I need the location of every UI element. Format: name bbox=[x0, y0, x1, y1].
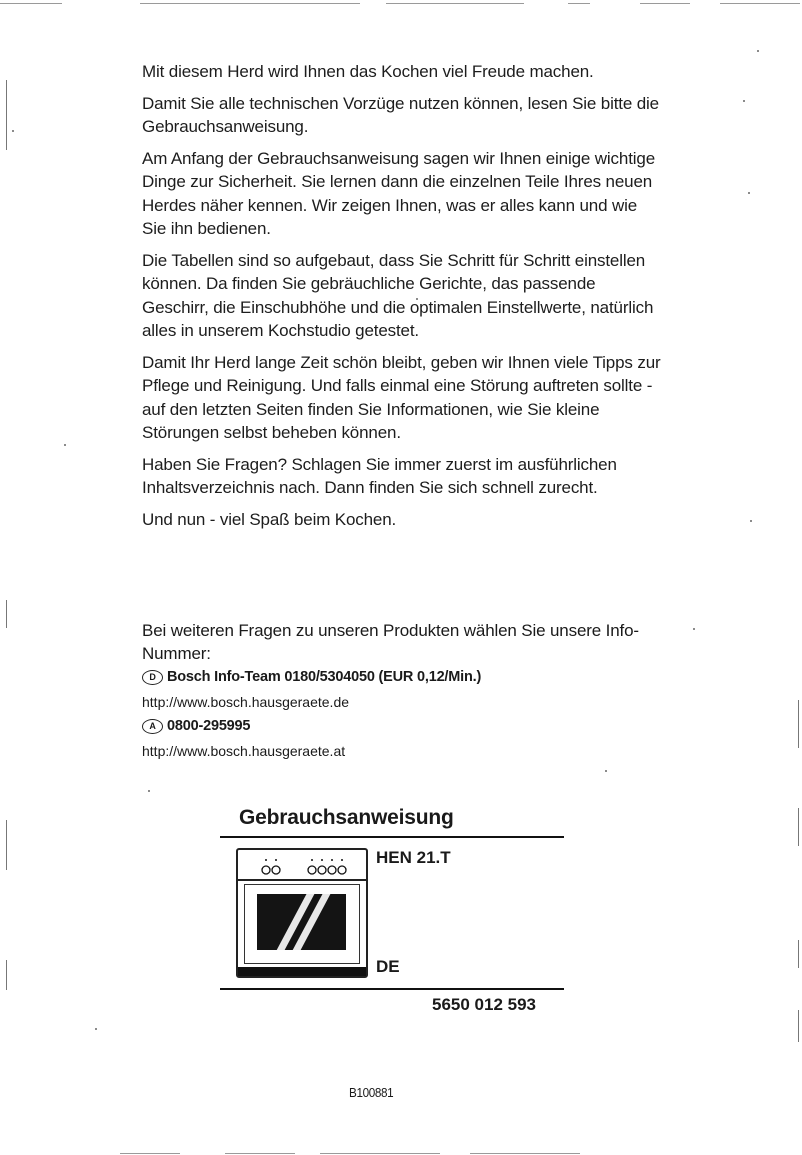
intro-paragraph: Haben Sie Fragen? Schlagen Sie immer zuerst im ausführlichen Inhaltsverzeichnis nach. Dann finden Sie sich schnell zurecht. bbox=[142, 454, 617, 497]
intro-paragraph: Damit Ihr Herd lange Zeit schön bleibt, geben wir Ihnen viele Tipps zur Pflege und Reinigung. Und falls einmal eine Störung auftreten sollte - auf den letzten Seiten finden Sie Informationen, wie Sie kleine Störungen selbst beheben können. bbox=[142, 352, 661, 442]
scan-edge bbox=[798, 1010, 799, 1042]
oven-window bbox=[257, 894, 346, 950]
part-number: 5650 012 593 bbox=[432, 995, 536, 1014]
scan-speck bbox=[757, 50, 759, 52]
scan-line bbox=[0, 3, 62, 4]
scan-edge bbox=[798, 940, 799, 968]
intro-paragraph: Die Tabellen sind so aufgebaut, dass Sie Schritt für Schritt einstellen können. Da finden Sie gebräuchliche Gerichte, das passende Geschirr, die Einschubhöhe und die optimalen Einstellwerte, natürlich alles in unserem Kochstudio getestet. bbox=[142, 250, 654, 340]
scan-edge bbox=[6, 80, 7, 150]
intro-text bbox=[142, 60, 662, 539]
bottom-rule bbox=[220, 988, 564, 990]
manual-title: Gebrauchsanweisung bbox=[239, 806, 454, 829]
scan-speck bbox=[605, 770, 607, 772]
knob-icons bbox=[238, 850, 366, 881]
scan-line bbox=[470, 1153, 580, 1154]
de-url[interactable]: http://www.bosch.hausgeraete.de bbox=[142, 694, 350, 710]
scan-speck bbox=[743, 100, 745, 102]
model-number: HEN 21.T bbox=[376, 848, 451, 867]
intro-paragraph: Damit Sie alle technischen Vorzüge nutzen können, lesen Sie bitte die Gebrauchsanweisung. bbox=[142, 93, 659, 136]
scan-speck bbox=[748, 192, 750, 194]
language-code: DE bbox=[376, 957, 400, 976]
title-rule bbox=[220, 836, 564, 838]
scan-speck bbox=[64, 444, 66, 446]
at-hotline-line bbox=[142, 714, 662, 739]
scan-edge bbox=[6, 960, 7, 990]
oven-base bbox=[238, 967, 366, 976]
contact-info bbox=[142, 619, 662, 763]
de-hotline-line bbox=[142, 665, 662, 690]
country-badge-de: D bbox=[142, 670, 163, 685]
cover-block bbox=[220, 800, 564, 1020]
scan-speck bbox=[95, 1028, 97, 1030]
scan-line bbox=[386, 3, 524, 4]
scan-line bbox=[320, 1153, 440, 1154]
scan-line bbox=[140, 3, 360, 4]
scan-speck bbox=[693, 628, 695, 630]
scan-speck bbox=[12, 130, 14, 132]
scan-edge bbox=[6, 600, 7, 628]
country-badge-at: A bbox=[142, 719, 163, 734]
oven-control-panel bbox=[238, 850, 366, 881]
de-hotline: Bosch Info-Team 0180/5304050 (EUR 0,12/Min.) bbox=[167, 669, 482, 685]
scan-edge bbox=[6, 820, 7, 870]
intro-paragraph: Mit diesem Herd wird Ihnen das Kochen viel Freude machen. bbox=[142, 62, 594, 81]
at-hotline: 0800-295995 bbox=[167, 718, 251, 734]
scan-speck bbox=[750, 520, 752, 522]
document-code: B100881 bbox=[349, 1085, 394, 1100]
scan-edge bbox=[798, 700, 799, 748]
oven-icon bbox=[236, 848, 368, 978]
contact-lead: Bei weiteren Fragen zu unseren Produkten wählen Sie unsere Info-Nummer: bbox=[142, 621, 639, 663]
at-url[interactable]: http://www.bosch.hausgeraete.at bbox=[142, 743, 346, 759]
scan-line bbox=[720, 3, 800, 4]
intro-paragraph: Am Anfang der Gebrauchsanweisung sagen wir Ihnen einige wichtige Dinge zur Sicherheit. Sie lernen dann die einzelnen Teile Ihres neuen Herdes näher kennen. Wir zeigen Ihnen, was er alles kann und wie Sie ihn bedienen. bbox=[142, 148, 656, 238]
scan-speck bbox=[148, 790, 150, 792]
scan-line bbox=[120, 1153, 180, 1154]
intro-paragraph: Und nun - viel Spaß beim Kochen. bbox=[142, 509, 397, 529]
scan-edge bbox=[798, 808, 799, 846]
scan-line bbox=[568, 3, 590, 4]
scan-line bbox=[640, 3, 690, 4]
scan-line bbox=[225, 1153, 295, 1154]
